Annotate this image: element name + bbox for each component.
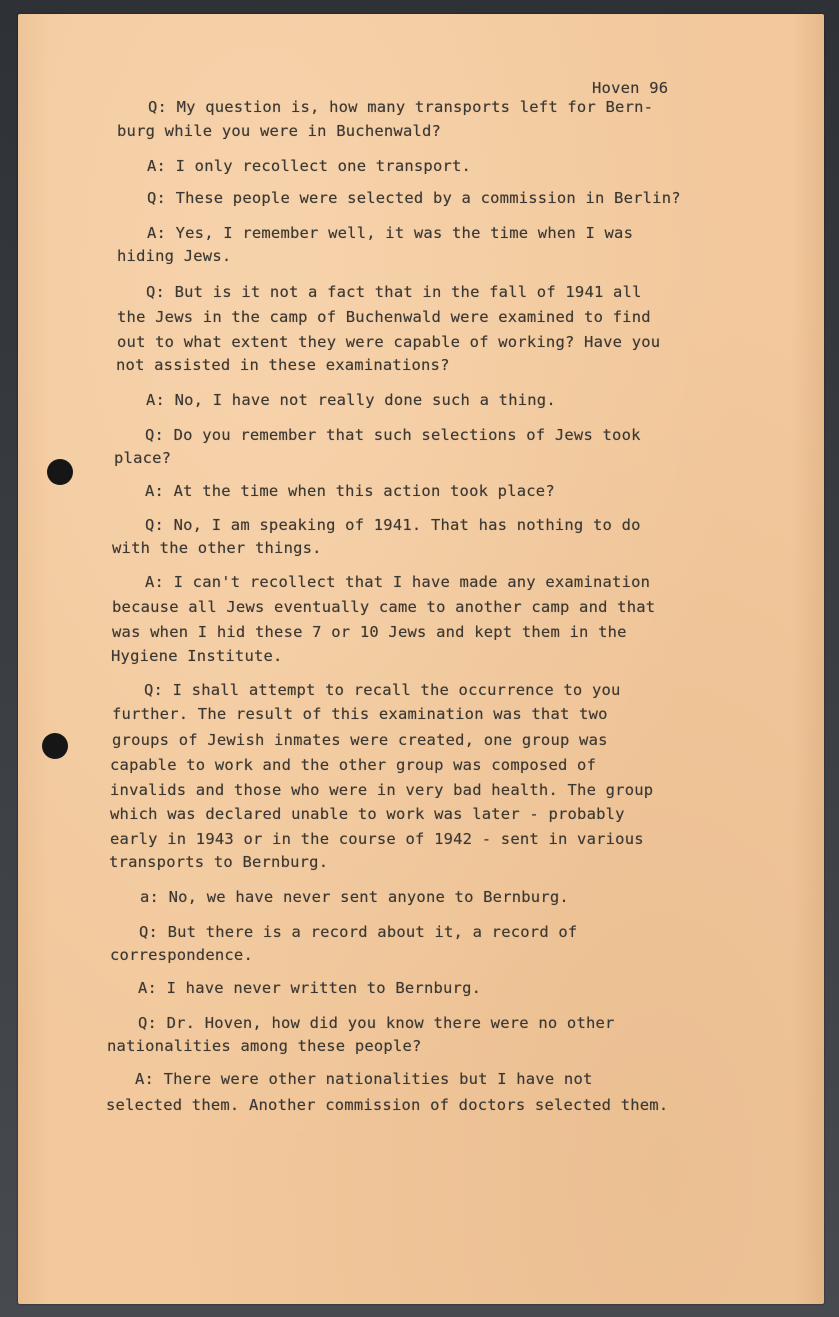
dialogue-line: A: No, I have not really done such a thing. [146, 391, 556, 409]
punch-hole-upper [47, 459, 73, 485]
dialogue-line-continued: was when I hid these 7 or 10 Jews and kept them in the [112, 623, 627, 641]
punch-hole-lower [42, 733, 68, 759]
dialogue-line-continued: transports to Bernburg. [109, 853, 329, 871]
dialogue-line-continued: place? [114, 449, 172, 467]
dialogue-line-continued: hiding Jews. [117, 247, 232, 265]
dialogue-line: A: Yes, I remember well, it was the time when I was [147, 224, 634, 242]
dialogue-line: A: At the time when this action took place? [145, 482, 555, 500]
dialogue-line-continued: which was declared unable to work was later - probably [110, 805, 625, 823]
dialogue-line-continued: early in 1943 or in the course of 1942 - sent in various [110, 830, 644, 848]
dialogue-line-continued: the Jews in the camp of Buchenwald were examined to find [117, 308, 651, 326]
dialogue-line: Q: I shall attempt to recall the occurrence to you [144, 681, 621, 699]
dialogue-line: A: I only recollect one transport. [147, 157, 472, 175]
page-reference: Hoven 96 [592, 79, 669, 97]
dialogue-line-continued: nationalities among these people? [107, 1037, 422, 1055]
dialogue-line-continued: capable to work and the other group was composed of [110, 756, 597, 774]
dialogue-line-continued: correspondence. [110, 946, 253, 964]
dialogue-line: A: There were other nationalities but I have not [135, 1070, 593, 1088]
dialogue-line-continued: not assisted in these examinations? [116, 356, 450, 374]
dialogue-line-continued: selected them. Another commission of doctors selected them. [106, 1096, 669, 1114]
dialogue-line: Q: But there is a record about it, a record of [139, 923, 578, 941]
dialogue-line: Q: Do you remember that such selections of Jews took [145, 426, 641, 444]
dialogue-line-continued: further. The result of this examination was that two [112, 705, 608, 723]
dialogue-line-continued: Hygiene Institute. [111, 647, 283, 665]
dialogue-line-continued: groups of Jewish inmates were created, one group was [112, 731, 608, 749]
dialogue-line: A: I have never written to Bernburg. [138, 979, 482, 997]
dialogue-line-continued: because all Jews eventually came to another camp and that [112, 598, 656, 616]
dialogue-line: Q: My question is, how many transports left for Bern- [148, 98, 654, 116]
dialogue-line: Q: These people were selected by a commission in Berlin? [147, 189, 681, 207]
dialogue-line-continued: out to what extent they were capable of working? Have you [117, 333, 661, 351]
dialogue-line: a: No, we have never sent anyone to Bernburg. [140, 888, 569, 906]
dialogue-line-continued: with the other things. [112, 539, 322, 557]
dialogue-line: A: I can't recollect that I have made any examination [145, 573, 651, 591]
dialogue-line: Q: No, I am speaking of 1941. That has nothing to do [145, 516, 641, 534]
dialogue-line: Q: Dr. Hoven, how did you know there were no other [138, 1014, 615, 1032]
dialogue-line-continued: invalids and those who were in very bad health. The group [110, 781, 654, 799]
dialogue-line: Q: But is it not a fact that in the fall of 1941 all [146, 283, 642, 301]
dialogue-line-continued: burg while you were in Buchenwald? [117, 122, 442, 140]
